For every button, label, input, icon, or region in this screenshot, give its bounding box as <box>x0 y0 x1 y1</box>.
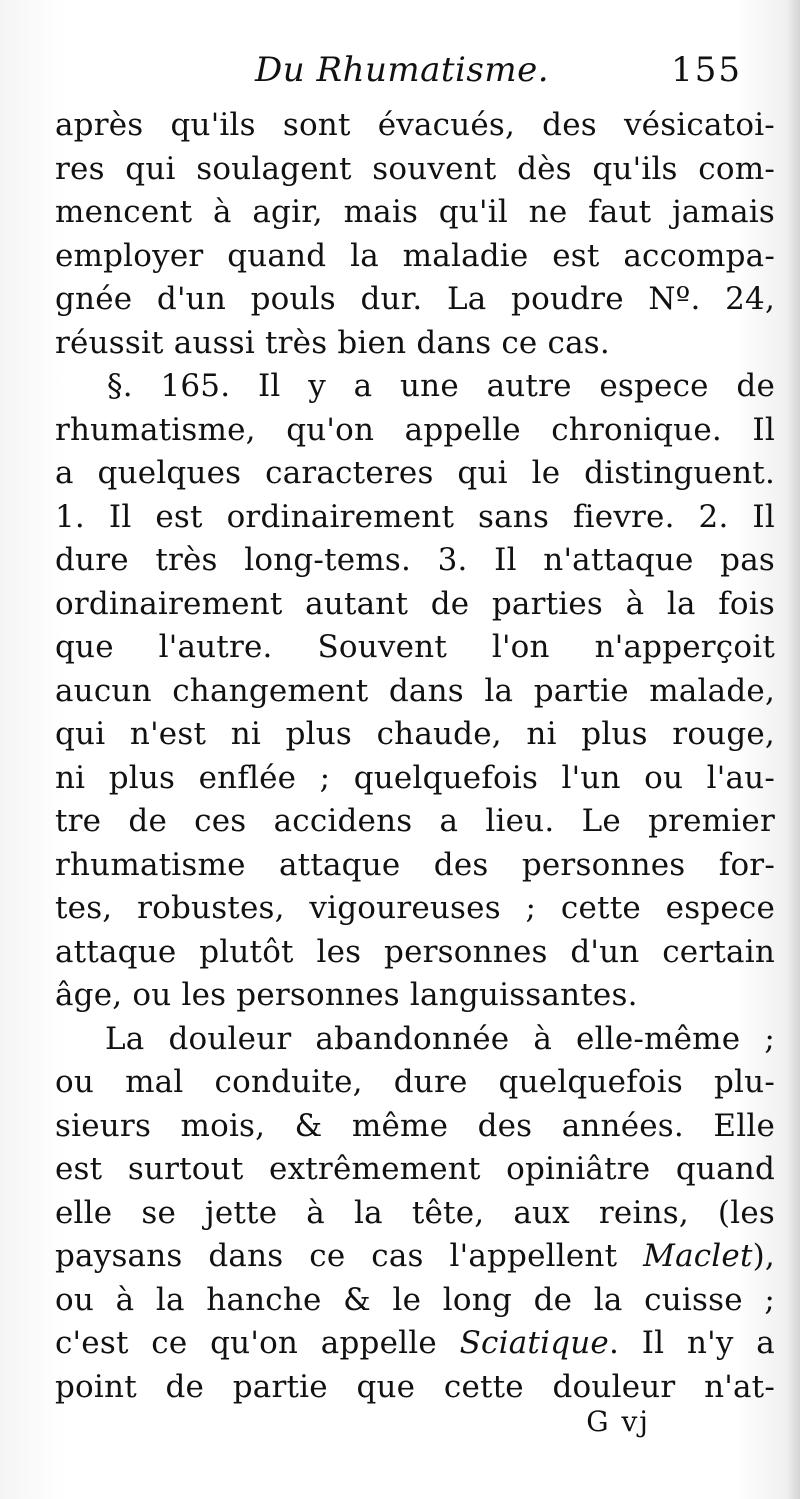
running-head <box>0 50 800 100</box>
italic-term: Sciatique <box>459 1325 609 1361</box>
text-line: réussit aussi très bien dans ce cas. <box>55 324 610 361</box>
text-line <box>55 1322 775 1366</box>
text-line: ordinairement autant de parties à la fois <box>55 585 775 622</box>
signature-mark: G vj <box>586 1405 650 1438</box>
text-line: après qu'ils sont évacués, des vésicatoi- <box>55 107 775 143</box>
text-segment: paysans dans ce cas l'appellent <box>55 1238 644 1274</box>
text-line: ou à la hanche & le long de la cuisse ; <box>55 1281 775 1318</box>
text-line: que l'autre. Souvent l'on n'apperçoit <box>55 629 775 665</box>
text-line: res qui soulagent souvent dès qu'ils com- <box>55 150 775 187</box>
text-line: dure très long-tems. 3. Il n'attaque pas <box>55 542 775 578</box>
page-number: 155 <box>671 50 742 90</box>
text-line: tre de ces accidens a lieu. Le premier <box>55 803 775 839</box>
text-line: 1. Il est ordinairement sans fievre. 2. Il <box>55 498 775 535</box>
text-line: qui n'est ni plus chaude, ni plus rouge, <box>55 716 775 752</box>
text-line: tes, robustes, vigoureuses ; cette espece <box>55 890 775 926</box>
text-line: âge, ou les personnes languissantes. <box>55 977 638 1013</box>
text-line: mencent à agir, mais qu'il ne faut jamais <box>55 194 775 230</box>
text-segment: ), <box>752 1238 775 1274</box>
text-line: attaque plutôt les personnes d'un certain <box>55 933 775 970</box>
text-segment: . Il n'y a <box>608 1325 775 1361</box>
text-line: a quelques caracteres qui le distinguent. <box>55 455 775 491</box>
text-line: aucun changement dans la partie malade, <box>55 672 775 709</box>
text-line: ni plus enflée ; quelquefois l'un ou l'au- <box>55 759 775 796</box>
text-line: employer quand la maladie est accompa- <box>55 237 775 274</box>
body-text <box>55 104 775 1409</box>
text-line: elle se jette à la tête, aux reins, (les <box>55 1194 775 1231</box>
text-line: rhumatisme attaque des personnes for- <box>55 846 775 883</box>
text-line: gnée d'un pouls dur. La poudre Nº. 24, <box>55 281 775 317</box>
page-edge-shadow <box>786 0 800 1499</box>
text-line: est surtout extrêmement opiniâtre quand <box>55 1151 775 1187</box>
text-line: ou mal conduite, dure quelquefois plu- <box>55 1064 775 1100</box>
text-line: §. 165. Il y a une autre espece de <box>107 368 775 404</box>
text-segment: c'est ce qu'on appelle <box>55 1325 460 1361</box>
italic-term: Maclet <box>643 1238 753 1274</box>
text-line: La douleur abandonnée à elle-même ; <box>105 1020 775 1057</box>
text-line: point de partie que cette douleur n'at- <box>55 1368 775 1405</box>
text-line <box>55 1235 775 1279</box>
text-line: sieurs mois, & même des années. Elle <box>55 1107 775 1144</box>
text-line: rhumatisme, qu'on appelle chronique. Il <box>55 411 775 448</box>
running-title: Du Rhumatisme. <box>255 50 550 90</box>
